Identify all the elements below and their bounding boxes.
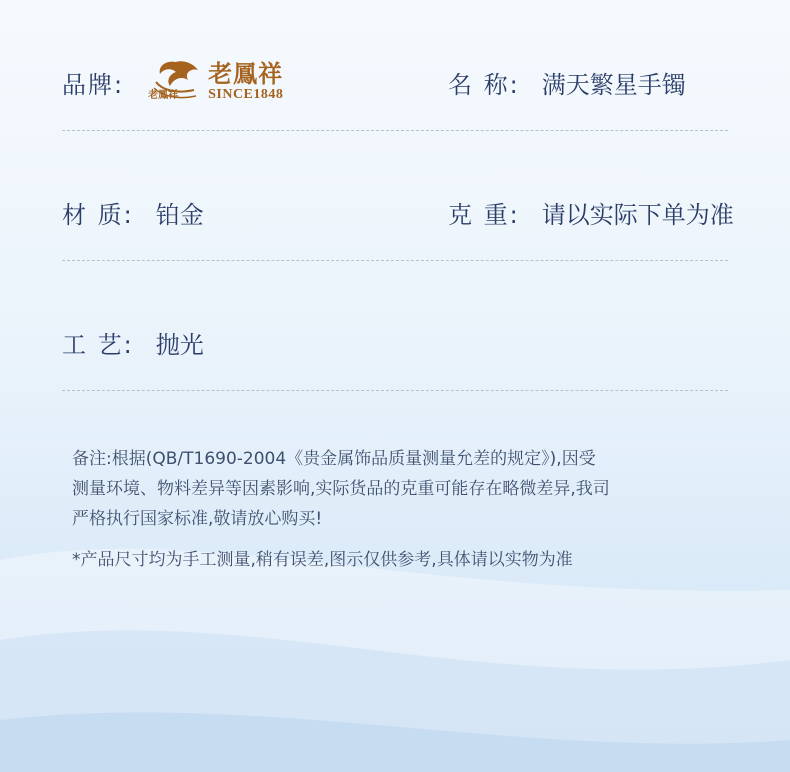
- size-disclaimer: [72, 545, 732, 575]
- weight-field: [448, 182, 734, 242]
- brand-field: [62, 52, 283, 112]
- divider-2: [62, 260, 728, 261]
- remarks-line-1: 备注:根据(QB/T1690-2004《贵金属饰品质量测量允差的规定》),因受: [72, 449, 596, 469]
- weight-value: 请以实际下单为准: [541, 200, 734, 229]
- logo-since: SINCE1848: [208, 87, 284, 102]
- divider-3: [62, 390, 728, 391]
- logo-chinese-name: 老鳳祥: [208, 59, 284, 88]
- remarks-line-3: 严格执行国家标准,敬请放心购买!: [72, 509, 323, 529]
- spec-row-3: [62, 312, 752, 372]
- divider-1: [62, 130, 728, 131]
- phoenix-logo-icon: [146, 56, 204, 108]
- name-field: [448, 52, 686, 112]
- material-value: 铂金: [155, 200, 204, 229]
- logo-small-text: 老鳳祥: [148, 90, 179, 101]
- craft-label: 工 艺:: [62, 330, 134, 359]
- name-value: 满天繁星手镯: [541, 70, 686, 99]
- material-field: [62, 182, 204, 242]
- remarks-note: [72, 444, 732, 534]
- craft-value: 抛光: [155, 330, 204, 359]
- spec-row-2: [62, 182, 752, 242]
- brand-label: 品牌:: [62, 70, 125, 99]
- name-label: 名 称:: [448, 70, 520, 99]
- material-label: 材 质:: [62, 200, 134, 229]
- remarks-line-2: 测量环境、物料差异等因素影响,实际货品的克重可能存在略微差异,我司: [72, 479, 610, 499]
- spec-row-1: [62, 52, 752, 112]
- weight-label: 克 重:: [448, 200, 520, 229]
- disclaimer-line: *产品尺寸均为手工测量,稍有误差,图示仅供参考,具体请以实物为准: [72, 550, 573, 570]
- craft-field: [62, 312, 204, 372]
- brand-logo: [146, 56, 283, 108]
